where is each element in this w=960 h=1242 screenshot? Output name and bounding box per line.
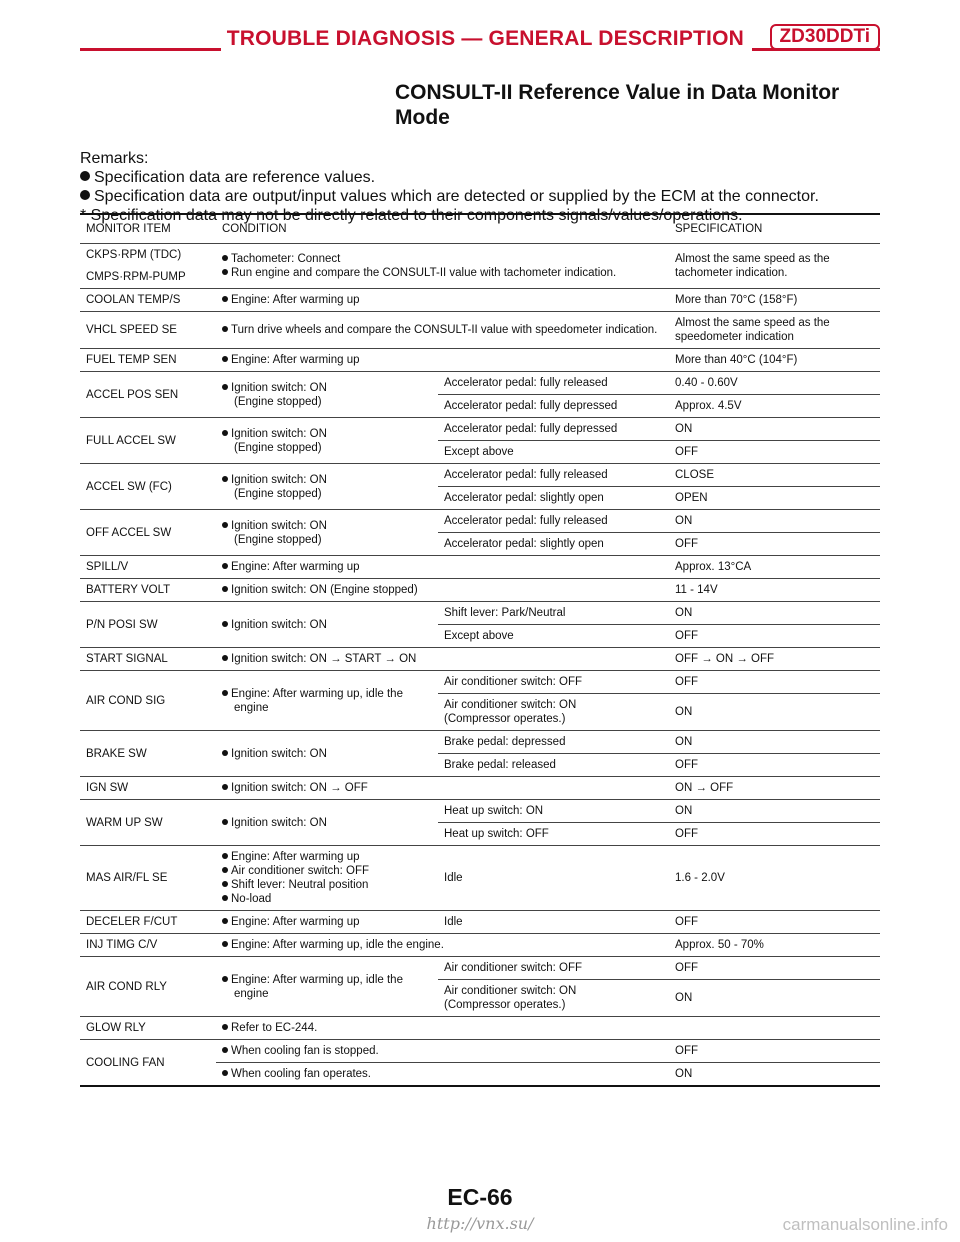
condition-cell bbox=[216, 349, 669, 372]
table-row bbox=[80, 312, 880, 349]
condition-line bbox=[222, 252, 663, 266]
monitor-item-cell bbox=[80, 846, 216, 911]
condition-text: Shift lever: Neutral position bbox=[231, 879, 369, 891]
bullet-icon bbox=[222, 881, 228, 887]
monitor-item-text: WARM UP SW bbox=[86, 816, 163, 829]
sub-condition-cell: Air conditioner switch: ON (Compressor operates.) bbox=[438, 980, 669, 1017]
sub-condition-cell: Accelerator pedal: fully released bbox=[438, 372, 669, 395]
specification-cell: ON bbox=[669, 1063, 880, 1087]
specification-cell: More than 70°C (158°F) bbox=[669, 289, 880, 312]
monitor-item-cell bbox=[80, 312, 216, 349]
monitor-item-text: OFF ACCEL SW bbox=[86, 526, 172, 539]
monitor-item-text: START SIGNAL bbox=[86, 653, 168, 665]
specification-cell bbox=[669, 1017, 880, 1040]
specification-cell: 0.40 - 0.60V bbox=[669, 372, 880, 395]
condition-line bbox=[222, 266, 663, 280]
table-header-row bbox=[80, 214, 880, 244]
specification-cell: 11 - 14V bbox=[669, 579, 880, 602]
table-row bbox=[80, 349, 880, 372]
condition-line bbox=[222, 293, 663, 307]
monitor-item-cell bbox=[80, 464, 216, 510]
monitor-item-text: MAS AIR/FL SE bbox=[86, 872, 168, 884]
condition-text: Ignition switch: ON bbox=[231, 381, 327, 394]
condition-text: Engine: After warming up bbox=[231, 561, 360, 573]
monitor-item-cell bbox=[80, 934, 216, 957]
table-row bbox=[80, 244, 880, 289]
condition-text: Tachometer: Connect bbox=[231, 253, 341, 265]
condition-line bbox=[222, 687, 432, 701]
bullet-icon bbox=[222, 819, 228, 825]
specification-cell: OFF bbox=[669, 441, 880, 464]
engine-code-badge: ZD30DDTi bbox=[770, 24, 880, 50]
sub-condition-cell: Accelerator pedal: slightly open bbox=[438, 533, 669, 556]
table-row bbox=[80, 1017, 880, 1040]
table-row bbox=[80, 579, 880, 602]
remarks-bullet: Specification data are output/input values which are detected or supplied by the ECM at the connector. bbox=[80, 187, 880, 206]
bullet-icon bbox=[222, 918, 228, 924]
sub-condition-cell: Accelerator pedal: fully released bbox=[438, 510, 669, 533]
condition-line bbox=[222, 519, 432, 533]
watermark: carmanualsonline.info bbox=[782, 1215, 948, 1234]
monitor-item-cell bbox=[80, 289, 216, 312]
condition-text: (Engine stopped) bbox=[234, 395, 322, 408]
bullet-icon bbox=[222, 563, 228, 569]
table-row bbox=[80, 1040, 880, 1063]
condition-text: (Engine stopped) bbox=[234, 441, 322, 454]
condition-cell bbox=[216, 934, 669, 957]
condition-cell bbox=[216, 731, 438, 777]
sub-condition-cell: Accelerator pedal: slightly open bbox=[438, 487, 669, 510]
condition-text: Engine: After warming up, idle the bbox=[231, 687, 403, 700]
table-row bbox=[80, 777, 880, 800]
page-title bbox=[395, 80, 865, 130]
monitor-item-text: VHCL SPEED SE bbox=[86, 324, 177, 336]
monitor-item-cell bbox=[80, 800, 216, 846]
monitor-item-cell bbox=[80, 911, 216, 934]
table-row bbox=[80, 510, 880, 533]
condition-text: Ignition switch: ON bbox=[231, 473, 327, 486]
specification-cell: OFF bbox=[669, 1040, 880, 1063]
sub-condition-cell: Brake pedal: depressed bbox=[438, 731, 669, 754]
monitor-item-cell bbox=[80, 1040, 216, 1087]
condition-text: Turn drive wheels and compare the CONSULT-II value with speedometer indication. bbox=[231, 324, 658, 336]
bullet-icon bbox=[222, 384, 228, 390]
bullet-icon bbox=[222, 430, 228, 436]
condition-line bbox=[222, 915, 432, 929]
sub-condition-cell: Accelerator pedal: fully released bbox=[438, 464, 669, 487]
table-row bbox=[80, 731, 880, 754]
condition-cell bbox=[216, 800, 438, 846]
sub-condition-cell: Brake pedal: released bbox=[438, 754, 669, 777]
condition-line bbox=[222, 878, 432, 892]
condition-text: Ignition switch: ON bbox=[231, 747, 327, 760]
sub-condition-cell: Air conditioner switch: OFF bbox=[438, 671, 669, 694]
condition-cell bbox=[216, 602, 438, 648]
sub-condition-cell: Heat up switch: OFF bbox=[438, 823, 669, 846]
table-row bbox=[80, 372, 880, 395]
condition-cell bbox=[216, 244, 669, 289]
monitor-item-text: INJ TIMG C/V bbox=[86, 939, 158, 951]
condition-line bbox=[222, 618, 432, 632]
monitor-item-cell bbox=[80, 510, 216, 556]
condition-line bbox=[222, 938, 663, 952]
condition-line bbox=[222, 652, 663, 666]
page-title-line-1: CONSULT-II Reference Value in Data Monitor bbox=[395, 81, 840, 104]
bullet-icon bbox=[222, 621, 228, 627]
bullet-icon bbox=[222, 690, 228, 696]
condition-text: Ignition switch: ON (Engine stopped) bbox=[231, 584, 418, 596]
condition-text: Engine: After warming up bbox=[231, 851, 360, 863]
monitor-item-text: SPILL/V bbox=[86, 561, 129, 573]
table-row bbox=[80, 911, 880, 934]
condition-text: When cooling fan is stopped. bbox=[231, 1045, 379, 1057]
condition-text: Engine: After warming up bbox=[231, 354, 360, 366]
condition-line bbox=[222, 560, 663, 574]
condition-line bbox=[222, 533, 432, 547]
page-number: EC-66 bbox=[447, 1184, 513, 1210]
specification-cell: ON → OFF bbox=[669, 777, 880, 800]
bullet-icon bbox=[222, 976, 228, 982]
specification-cell: Approx. 4.5V bbox=[669, 395, 880, 418]
condition-line bbox=[222, 864, 432, 878]
table-row bbox=[80, 648, 880, 671]
bullet-icon bbox=[222, 255, 228, 261]
monitor-item-cell bbox=[80, 731, 216, 777]
page-header bbox=[80, 24, 880, 54]
condition-text: Ignition switch: ON bbox=[231, 519, 327, 532]
condition-text: (Engine stopped) bbox=[234, 533, 322, 546]
condition-line bbox=[222, 381, 432, 395]
monitor-item-cell bbox=[80, 418, 216, 464]
monitor-item-cell bbox=[80, 777, 216, 800]
specification-cell: OFF bbox=[669, 625, 880, 648]
bullet-icon bbox=[222, 941, 228, 947]
bullet-icon bbox=[222, 1024, 228, 1030]
condition-cell bbox=[216, 510, 438, 556]
bullet-icon bbox=[222, 1070, 228, 1076]
condition-text: (Engine stopped) bbox=[234, 487, 322, 500]
specification-cell: OFF bbox=[669, 533, 880, 556]
condition-cell bbox=[216, 671, 438, 731]
specification-cell: OFF → ON → OFF bbox=[669, 648, 880, 671]
condition-cell bbox=[216, 418, 438, 464]
specification-cell: ON bbox=[669, 602, 880, 625]
specification-cell: 1.6 - 2.0V bbox=[669, 846, 880, 911]
source-url: http://vnx.su/ bbox=[426, 1214, 534, 1233]
condition-line bbox=[222, 441, 432, 455]
monitor-item-text: AIR COND RLY bbox=[86, 980, 167, 993]
page-title-line-2: Mode bbox=[395, 106, 450, 129]
table-row bbox=[80, 289, 880, 312]
condition-cell bbox=[216, 289, 669, 312]
condition-cell bbox=[216, 1017, 669, 1040]
condition-text: Engine: After warming up bbox=[231, 916, 360, 928]
condition-cell bbox=[216, 846, 438, 911]
specification-cell: OFF bbox=[669, 823, 880, 846]
sub-condition-cell: Except above bbox=[438, 625, 669, 648]
condition-text: Engine: After warming up, idle the engine. bbox=[231, 939, 444, 951]
condition-line bbox=[222, 987, 432, 1001]
condition-text: Engine: After warming up bbox=[231, 294, 360, 306]
monitor-item-text: P/N POSI SW bbox=[86, 618, 158, 631]
condition-line bbox=[222, 323, 663, 337]
bullet-icon bbox=[80, 190, 90, 200]
monitor-item-text: CKPS·RPM (TDC) bbox=[86, 249, 182, 261]
condition-line bbox=[222, 395, 432, 409]
monitor-item-text: COOLAN TEMP/S bbox=[86, 294, 181, 306]
specification-cell: OFF bbox=[669, 911, 880, 934]
specification-cell: ON bbox=[669, 694, 880, 731]
condition-text: engine bbox=[234, 987, 269, 1000]
monitor-item-text: IGN SW bbox=[86, 782, 129, 794]
condition-line bbox=[222, 353, 663, 367]
monitor-item-text: FULL ACCEL SW bbox=[86, 434, 176, 447]
monitor-item-text: COOLING FAN bbox=[86, 1056, 165, 1069]
condition-text: Ignition switch: ON bbox=[231, 618, 327, 631]
specification-cell: ON bbox=[669, 731, 880, 754]
condition-line bbox=[222, 973, 432, 987]
condition-text: Air conditioner switch: OFF bbox=[231, 865, 370, 877]
sub-condition-cell: Except above bbox=[438, 441, 669, 464]
table-row bbox=[80, 846, 880, 911]
reference-value-table bbox=[80, 213, 880, 1087]
section-title: TROUBLE DIAGNOSIS — GENERAL DESCRIPTION bbox=[221, 27, 752, 51]
remarks-label: Remarks: bbox=[80, 150, 149, 167]
monitor-item-text: DECELER F/CUT bbox=[86, 916, 178, 928]
condition-line bbox=[222, 781, 663, 795]
remarks-bullet: Specification data are reference values. bbox=[80, 168, 880, 187]
condition-cell bbox=[216, 556, 669, 579]
condition-text: Engine: After warming up, idle the bbox=[231, 973, 403, 986]
bullet-icon bbox=[222, 326, 228, 332]
condition-cell bbox=[216, 579, 669, 602]
sub-condition-cell: Air conditioner switch: ON (Compressor operates.) bbox=[438, 694, 669, 731]
table-body bbox=[80, 244, 880, 1087]
monitor-item-cell bbox=[80, 349, 216, 372]
bullet-icon bbox=[222, 586, 228, 592]
column-header-condition: CONDITION bbox=[216, 214, 669, 244]
condition-cell bbox=[216, 1040, 669, 1063]
table-row bbox=[80, 418, 880, 441]
monitor-item-text: BATTERY VOLT bbox=[86, 584, 171, 596]
table-row bbox=[80, 800, 880, 823]
condition-cell bbox=[216, 1063, 669, 1087]
bullet-icon bbox=[222, 784, 228, 790]
monitor-item-cell bbox=[80, 671, 216, 731]
table-row bbox=[80, 957, 880, 980]
specification-cell: Approx. 50 - 70% bbox=[669, 934, 880, 957]
monitor-item-cell bbox=[80, 957, 216, 1017]
sub-condition-cell: Shift lever: Park/Neutral bbox=[438, 602, 669, 625]
condition-cell bbox=[216, 911, 438, 934]
bullet-icon bbox=[222, 296, 228, 302]
condition-cell bbox=[216, 312, 669, 349]
condition-text: Ignition switch: ON bbox=[231, 427, 327, 440]
bullet-icon bbox=[222, 655, 228, 661]
condition-line bbox=[222, 473, 432, 487]
condition-text: No-load bbox=[231, 893, 272, 905]
condition-text: Run engine and compare the CONSULT-II value with tachometer indication. bbox=[231, 267, 617, 279]
monitor-item-text: GLOW RLY bbox=[86, 1022, 146, 1034]
monitor-item-cell bbox=[80, 579, 216, 602]
condition-cell bbox=[216, 777, 669, 800]
sub-condition-cell: Idle bbox=[438, 911, 669, 934]
specification-cell: OFF bbox=[669, 671, 880, 694]
condition-line bbox=[222, 892, 432, 906]
sub-condition-cell: Accelerator pedal: fully depressed bbox=[438, 418, 669, 441]
specification-cell: OFF bbox=[669, 957, 880, 980]
column-header-monitor: MONITOR ITEM bbox=[80, 214, 216, 244]
condition-line bbox=[222, 850, 432, 864]
bullet-icon bbox=[222, 867, 228, 873]
bullet-icon bbox=[222, 895, 228, 901]
bullet-icon bbox=[222, 1047, 228, 1053]
table-row bbox=[80, 602, 880, 625]
specification-cell: Almost the same speed as the speedometer indication bbox=[669, 312, 880, 349]
monitor-item-cell bbox=[80, 648, 216, 671]
condition-cell bbox=[216, 957, 438, 1017]
specification-cell: More than 40°C (104°F) bbox=[669, 349, 880, 372]
monitor-item-text: ACCEL POS SEN bbox=[86, 388, 179, 401]
table-row bbox=[80, 464, 880, 487]
bullet-icon bbox=[222, 269, 228, 275]
specification-cell: ON bbox=[669, 980, 880, 1017]
bullet-icon bbox=[222, 853, 228, 859]
condition-line bbox=[222, 487, 432, 501]
condition-line bbox=[222, 816, 432, 830]
table-row bbox=[80, 671, 880, 694]
monitor-item-text: FUEL TEMP SEN bbox=[86, 354, 177, 366]
condition-line bbox=[222, 1021, 663, 1035]
column-header-specification: SPECIFICATION bbox=[669, 214, 880, 244]
condition-line bbox=[222, 427, 432, 441]
monitor-item-cell bbox=[80, 556, 216, 579]
condition-cell bbox=[216, 648, 669, 671]
monitor-item-cell bbox=[80, 1017, 216, 1040]
specification-cell: Almost the same speed as the tachometer indication. bbox=[669, 244, 880, 289]
condition-text: Refer to EC-244. bbox=[231, 1022, 318, 1034]
condition-cell bbox=[216, 372, 438, 418]
specification-cell: CLOSE bbox=[669, 464, 880, 487]
specification-cell: ON bbox=[669, 418, 880, 441]
condition-cell bbox=[216, 464, 438, 510]
bullet-icon bbox=[222, 522, 228, 528]
condition-line bbox=[222, 583, 663, 597]
table-row bbox=[80, 934, 880, 957]
sub-condition-cell: Accelerator pedal: fully depressed bbox=[438, 395, 669, 418]
specification-cell: Approx. 13°CA bbox=[669, 556, 880, 579]
sub-condition-cell: Air conditioner switch: OFF bbox=[438, 957, 669, 980]
specification-cell: ON bbox=[669, 800, 880, 823]
monitor-item-text: ACCEL SW (FC) bbox=[86, 480, 172, 493]
monitor-item-text: CMPS·RPM-PUMP bbox=[86, 271, 186, 283]
condition-text: Ignition switch: ON → OFF bbox=[231, 782, 368, 794]
remarks-note: * Specification data may not be directly related to their components signals/values/operations. bbox=[80, 207, 743, 224]
table-row bbox=[80, 556, 880, 579]
condition-line bbox=[222, 747, 432, 761]
condition-text: When cooling fan operates. bbox=[231, 1068, 372, 1080]
bullet-icon bbox=[80, 171, 90, 181]
condition-text: Ignition switch: ON → START → ON bbox=[231, 653, 417, 665]
bullet-icon bbox=[222, 356, 228, 362]
sub-condition-cell: Heat up switch: ON bbox=[438, 800, 669, 823]
monitor-item-text: AIR COND SIG bbox=[86, 694, 166, 707]
sub-condition-cell: Idle bbox=[438, 846, 669, 911]
condition-line bbox=[222, 701, 432, 715]
bullet-icon bbox=[222, 750, 228, 756]
monitor-item-text: BRAKE SW bbox=[86, 747, 147, 760]
specification-cell: OFF bbox=[669, 754, 880, 777]
condition-text: engine bbox=[234, 701, 269, 714]
monitor-item-cell bbox=[80, 602, 216, 648]
monitor-item-cell bbox=[80, 244, 216, 289]
bullet-icon bbox=[222, 476, 228, 482]
specification-cell: OPEN bbox=[669, 487, 880, 510]
specification-cell: ON bbox=[669, 510, 880, 533]
condition-text: Ignition switch: ON bbox=[231, 816, 327, 829]
monitor-item-cell bbox=[80, 372, 216, 418]
